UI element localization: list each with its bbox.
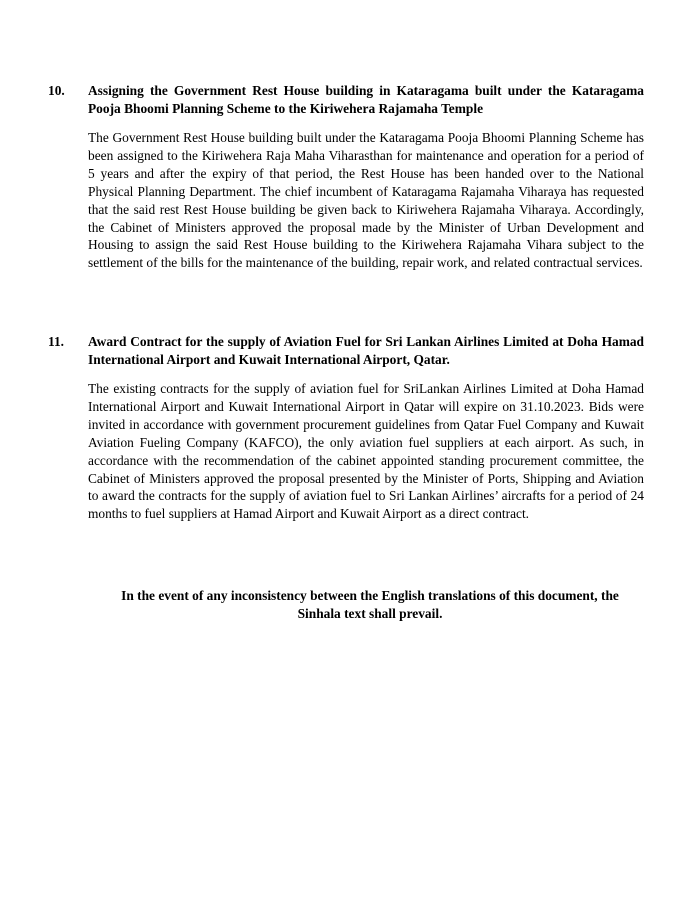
section-body: The existing contracts for the supply of aviation fuel for SriLankan Airlines Limited at Doha Hamad International Airport and Kuwait International Airport in Qatar will expire on 31.10.2023. Bids were invited in accordance with government procurement guidelines from Qatar Fuel Company and Kuwait Aviation Fueling Company (KAFCO), the only aviation fuel suppliers at each airport. As such, in accordance with the recommendation of the cabinet appointed standing procurement committee, the Cabinet of Ministers approved the proposal presented by the Minister of Ports, Shipping and Aviation to award the contracts for the supply of aviation fuel to Sri Lankan Airlines’ aircrafts for a period of 24 months to fuel suppliers at Hamad Airport and Kuwait Airport as a direct contract.	[88, 381, 644, 522]
section-11	[48, 333, 644, 523]
section-number: 11.	[48, 334, 64, 349]
section-title: Assigning the Government Rest House building in Kataragama built under the Kataragama Pooja Bhoomi Planning Scheme to the Kiriwehera Rajamaha Temple	[88, 83, 644, 116]
section-heading	[48, 333, 644, 368]
section-10	[48, 82, 644, 272]
footer-note: In the event of any inconsistency between the English translations of this document, the Sinhala text shall prevail.	[121, 588, 619, 621]
section-heading	[48, 82, 644, 117]
section-body: The Government Rest House building built under the Kataragama Pooja Bhoomi Planning Scheme has been assigned to the Kiriwehera Raja Maha Viharasthan for maintenance and operation for a period of 5 years and after the expiry of that period, the Rest House has been handed over to the National Physical Planning Department. The chief incumbent of Kataragama Rajamaha Viharaya has requested that the said rest Rest House building be given back to Kiriwehera Rajamaha Viharaya. Accordingly, the Cabinet of Ministers approved the proposal made by the Minister of Urban Development and Housing to assign the said Rest House building to the Kiriwehera Rajamaha Vihara subject to the settlement of the bills for the maintenance of the building, repair work, and related contractual services.	[88, 130, 644, 271]
section-title: Award Contract for the supply of Aviation Fuel for Sri Lankan Airlines Limited at Doha Hamad International Airport and Kuwait International Airport, Qatar.	[88, 334, 644, 367]
section-number: 10.	[48, 83, 65, 98]
